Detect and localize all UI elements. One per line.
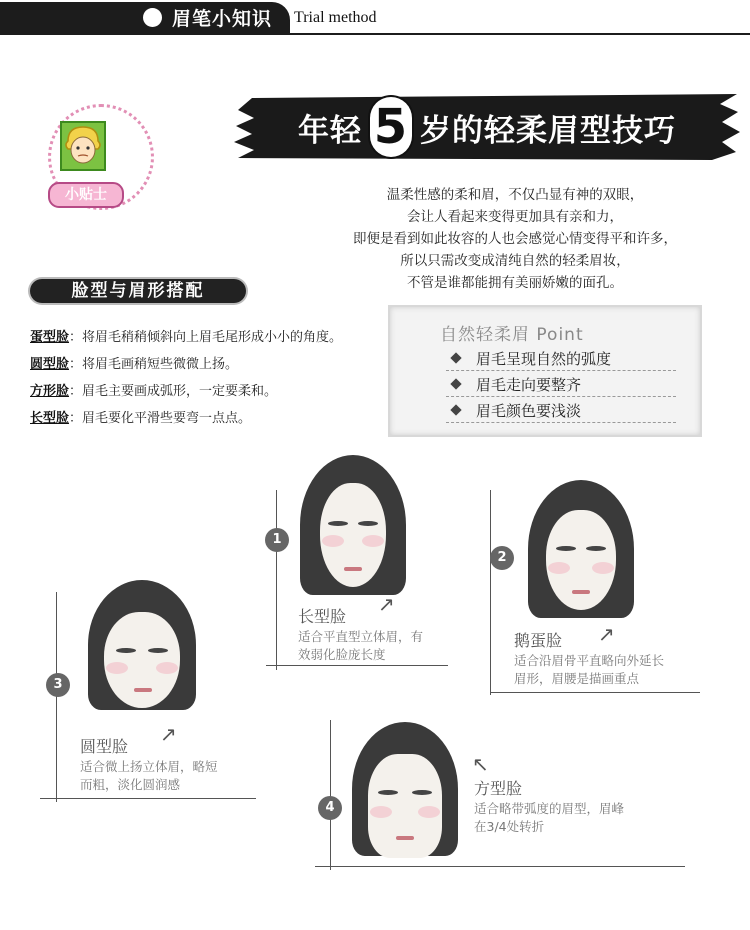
divider-line [490,692,700,693]
cheek [418,806,440,818]
face-name: 鹅蛋脸 [514,631,563,650]
divider-line [56,592,57,802]
intro-line: 温柔性感的柔和眉，不仅凸显有神的双眼， [386,187,644,203]
intro-line: 会让人看起来变得更加具有亲和力， [407,209,623,225]
rule-item [30,324,370,351]
face-desc [474,800,624,836]
eye [556,546,576,551]
face-desc-line: 适合略带弧度的眉型，眉峰 [474,801,625,816]
rule-desc: ：将眉毛画稍短些微微上扬。 [69,357,239,372]
face-desc-line: 效弱化脸庞长度 [298,647,386,662]
diamond-bullet-icon [450,378,461,389]
face-desc-line: 适合微上扬立体眉，略短 [80,759,218,774]
face-desc [514,652,664,688]
long-face-illustration [298,455,408,595]
rule-term: 蛋型脸 [30,330,70,345]
face-rules-list [30,324,370,432]
banner-title-pre: 年轻 [298,112,362,149]
section-heading: 脸型与眉形搭配 [30,279,246,303]
banner-number: 5 [370,97,412,157]
point-item [446,400,676,423]
point-item-text: 眉毛呈现自然的弧度 [476,350,612,368]
face-name: 方型脸 [474,779,523,798]
face-number-badge: 2 [490,546,514,570]
eye [116,648,136,653]
face-desc [298,628,423,664]
diamond-bullet-icon [450,352,461,363]
cheek [156,662,178,674]
swirl-arrow-icon: ↖ [472,752,489,776]
eye [328,521,348,526]
eye [378,790,398,795]
mouth [134,688,152,692]
cartoon-face-icon [60,121,106,171]
face-desc-line: 适合沿眉骨平直略向外延长 [514,653,665,668]
point-item-text: 眉毛走向要整齐 [476,376,582,394]
cheek [322,535,344,547]
face-shape [104,612,180,708]
header-subtitle: Trial method [294,9,377,26]
point-item-text: 眉毛颜色要浅淡 [476,402,582,420]
rule-term: 长型脸 [30,411,70,426]
intro-line: 不管是谁都能拥有美丽娇嫩的面孔。 [407,275,623,291]
header-rule [0,33,750,35]
rule-item [30,378,370,405]
cheek [362,535,384,547]
banner-title [232,92,742,162]
divider-line [330,720,331,870]
bullet-dot-icon [143,8,162,27]
face-name: 圆型脸 [80,737,129,756]
face-number-badge: 4 [318,796,342,820]
eye [358,521,378,526]
tip-badge-label: 小贴士 [48,182,124,208]
eye [586,546,606,551]
cheek [370,806,392,818]
rule-item [30,405,370,432]
rule-desc: ：眉毛主要画成弧形，一定要柔和。 [69,384,278,399]
mouth [396,836,414,840]
face-desc-line: 在3/4处转折 [474,819,545,834]
face-shape [546,510,616,610]
point-item [446,348,676,371]
divider-line [40,798,256,799]
divider-line [276,490,277,670]
face-number-badge: 3 [46,673,70,697]
swirl-arrow-icon: ↗ [598,622,615,646]
eye [148,648,168,653]
title-banner [232,92,742,162]
swirl-arrow-icon: ↗ [378,592,395,616]
face-name: 长型脸 [298,607,347,626]
face-desc-line: 而粗，淡化圆润感 [80,777,181,792]
face-number-badge: 1 [265,528,289,552]
rule-term: 方形脸 [30,384,70,399]
header-title: 眉笔小知识 [172,8,273,30]
divider-line [266,665,448,666]
divider-line [315,866,685,867]
intro-line: 即便是看到如此妆容的人也会感觉心情变得平和许多， [353,231,677,247]
swirl-arrow-icon: ↗ [160,722,177,746]
face-desc-line: 眉形，眉腰是描画重点 [514,671,640,686]
eye [412,790,432,795]
cheek [592,562,614,574]
point-item [446,374,676,397]
banner-title-post: 岁的轻柔眉型技巧 [420,112,676,149]
rule-item [30,351,370,378]
face-desc-line: 适合平直型立体眉，有 [298,629,424,644]
rule-term: 圆型脸 [30,357,70,372]
square-face-illustration [350,722,460,862]
face-desc [80,758,218,794]
mouth [344,567,362,571]
rule-desc: ：眉毛要化平滑些要弯一点点。 [69,411,252,426]
point-card-title: 自然轻柔眉 Point [440,325,584,345]
intro-paragraph [320,184,710,294]
oval-face-illustration [526,480,636,620]
cheek [548,562,570,574]
divider-line [490,490,491,695]
intro-line: 所以只需改变成清纯自然的轻柔眉妆， [400,253,630,269]
diamond-bullet-icon [450,404,461,415]
mouth [572,590,590,594]
round-face-illustration [86,580,198,720]
rule-desc: ：将眉毛稍稍倾斜向上眉毛尾形成小小的角度。 [69,330,343,345]
cheek [106,662,128,674]
